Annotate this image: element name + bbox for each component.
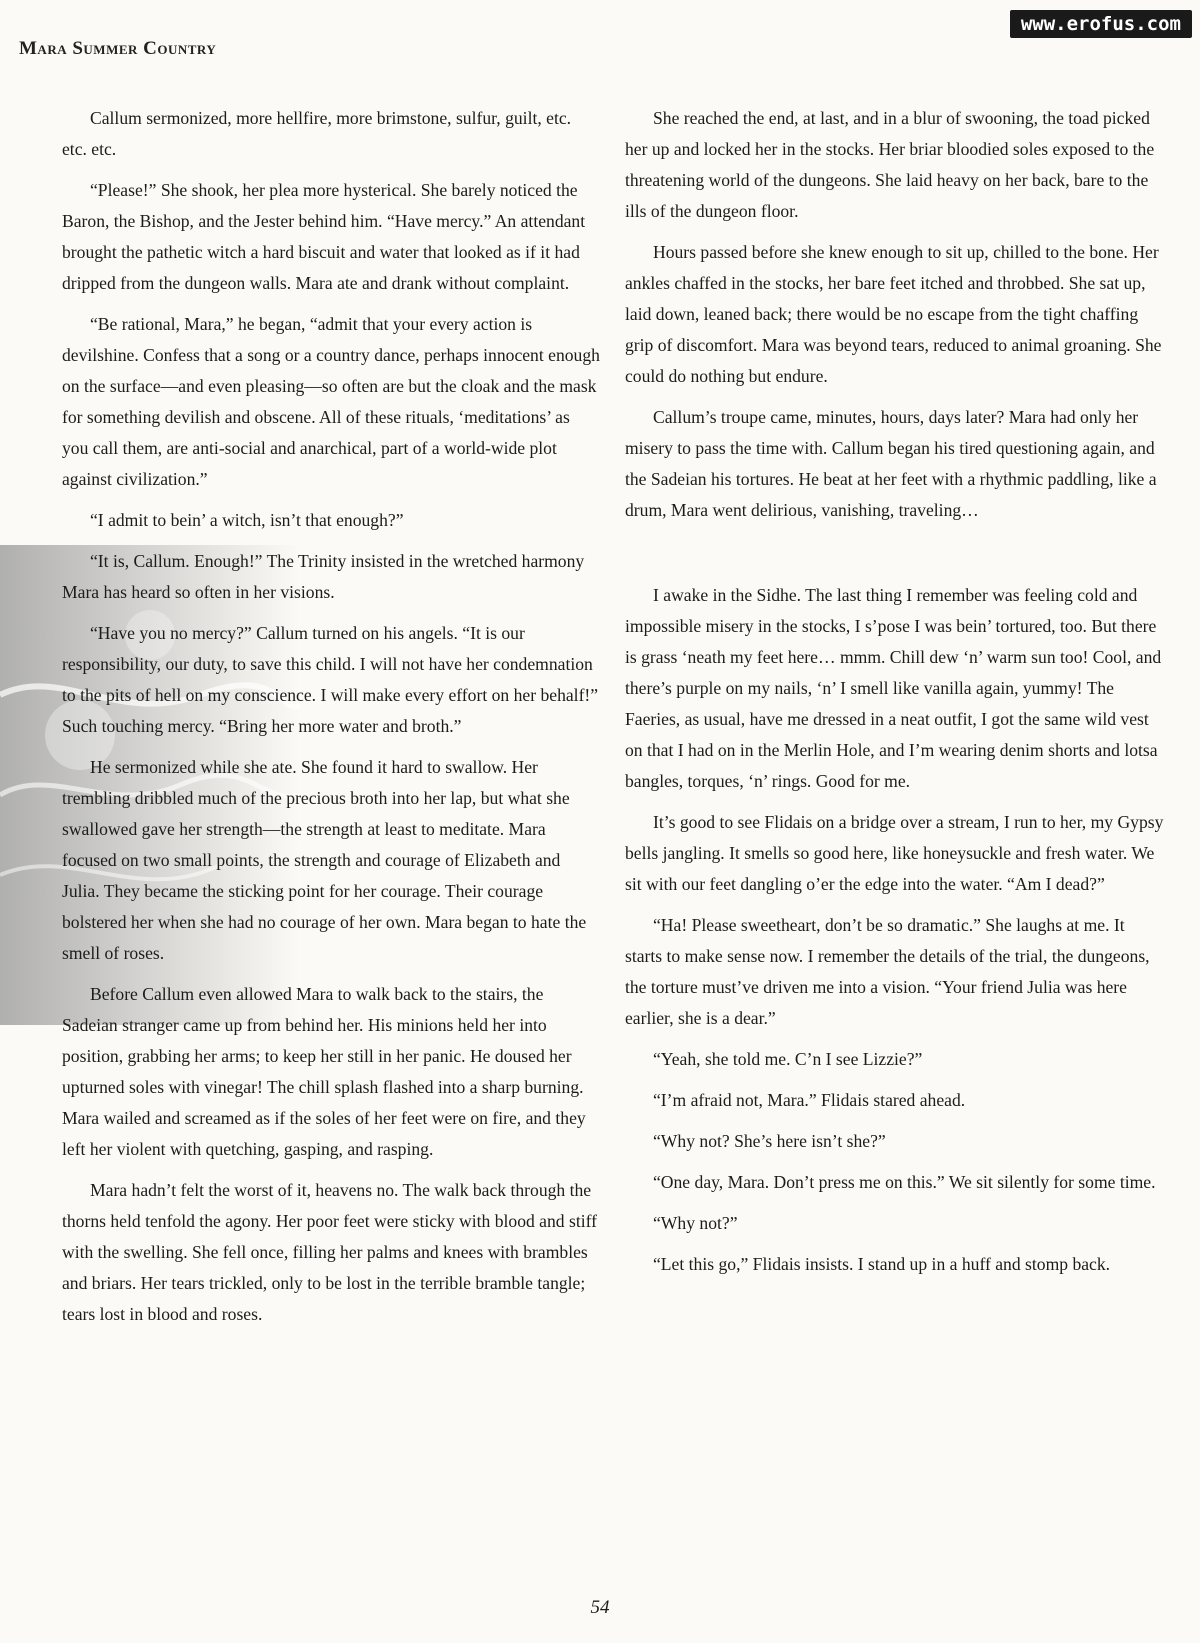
- paragraph: “It is, Callum. Enough!” The Trinity insisted in the wretched harmony Mara has heard so often in her visions.: [62, 551, 585, 602]
- watermark-badge: www.erofus.com: [1010, 10, 1192, 38]
- paragraph: “Let this go,” Flidais insists. I stand up in a huff and stomp back.: [653, 1254, 1111, 1274]
- paragraph: It’s good to see Flidais on a bridge over a stream, I run to her, my Gypsy bells jangling. It smells so good here, like honeysuckle and fresh water. We sit with our feet dangling o’er the edge into the water. “Am I dead?”: [625, 812, 1164, 894]
- paragraph: “One day, Mara. Don’t press me on this.” We sit silently for some time.: [653, 1172, 1156, 1192]
- paragraph: “Why not? She’s here isn’t she?”: [653, 1131, 886, 1151]
- paragraph: “Have you no mercy?” Callum turned on his angels. “It is our responsibility, our duty, to save this child. I will not have her condemnation to the pits of hell on my conscience. I will make every effort on her behalf!” Such touching mercy. “Bring her more water and broth.”: [62, 623, 599, 736]
- paragraph: Mara hadn’t felt the worst of it, heavens no. The walk back through the thorns held tenfold the agony. Her poor feet were sticky with blood and stiff with the swelling. She fell once, filling her palms and knees with brambles and briars. Her tears trickled, only to be lost in the terrible bramble tangle; tears lost in blood and roses.: [62, 1180, 598, 1324]
- left-column: [62, 103, 600, 1340]
- paragraph: Hours passed before she knew enough to sit up, chilled to the bone. Her ankles chaffed in the stocks, her bare feet itched and throbbed. She sat up, laid down, leaned back; there would be no escape from the tight chaffing grip of discomfort. Mara was beyond tears, reduced to animal groaning. She could do nothing but endure.: [625, 242, 1162, 386]
- page-number: 54: [590, 1597, 610, 1618]
- paragraph: “Be rational, Mara,” he began, “admit that your every action is devilshine. Confess that a song or a country dance, perhaps innocent enough on the surface—and even pleasing—so often are but the cloak and the mask for something devilish and obscene. All of these rituals, ‘meditations’ as you call them, are anti-social and anarchical, part of a world-wide plot against civilization.”: [62, 314, 600, 489]
- paragraph: “Yeah, she told me. C’n I see Lizzie?”: [653, 1049, 923, 1069]
- paragraph: I awake in the Sidhe. The last thing I remember was feeling cold and impossible misery in the stocks, I s’pose I was bein’ tortured, too. But there is grass ‘neath my feet here… mmm. Chill dew ‘n’ warm sun too! Cool, and there’s purple on my nails, ‘n’ I smell like vanilla again, yummy! The Faeries, as usual, have me dressed in a neat outfit, I got the same wild vest on that I had on in the Merlin Hole, and I’m wearing denim shorts and lotsa bangles, torques, ‘n’ rings. Good for me.: [625, 585, 1162, 791]
- paragraph: He sermonized while she ate. She found it hard to swallow. Her trembling dribbled much of the precious broth into her lap, but what she swallowed gave her strength—the strength at least to meditate. Mara focused on two small points, the strength and courage of Elizabeth and Julia. They became the sticking point for her courage. Their courage bolstered her when she had no courage of her own. Mara began to hate the smell of roses.: [62, 757, 587, 963]
- paragraph: Callum’s troupe came, minutes, hours, days later? Mara had only her misery to pass the time with. Callum began his tired questioning again, and the Sadeian his tortures. He beat at her feet with a rhythmic paddling, like a drum, Mara went delirious, vanishing, traveling…: [625, 407, 1157, 520]
- section-break: [625, 536, 1165, 580]
- running-header: Mara Summer Country: [19, 38, 217, 59]
- paragraph: Before Callum even allowed Mara to walk back to the stairs, the Sadeian stranger came up from behind her. His minions held her into position, grabbing her arms; to keep her still in her panic. He doused her upturned soles with vinegar! The chill splash flashed into a sharp burning. Mara wailed and screamed as if the soles of her feet were on fire, and they left her violent with quetching, gasping, and rasping.: [62, 984, 586, 1159]
- paragraph: “Why not?”: [653, 1213, 738, 1233]
- paragraph: Callum sermonized, more hellfire, more brimstone, sulfur, guilt, etc. etc. etc.: [62, 108, 572, 159]
- paragraph: “Please!” She shook, her plea more hysterical. She barely noticed the Baron, the Bishop, and the Jester behind him. “Have mercy.” An attendant brought the pathetic witch a hard biscuit and water that looked as if it had dripped from the dungeon walls. Mara ate and drank without complaint.: [62, 180, 586, 293]
- paragraph: She reached the end, at last, and in a blur of swooning, the toad picked her up and locked her in the stocks. Her briar bloodied soles exposed to the threatening world of the dungeons. She laid heavy on her back, bare to the ills of the dungeon floor.: [625, 108, 1155, 221]
- right-column: [625, 103, 1165, 1290]
- paragraph: “Ha! Please sweetheart, don’t be so dramatic.” She laughs at me. It starts to make sense now. I remember the details of the trial, the dungeons, the torture must’ve driven me into a vision. “Your friend Julia was here earlier, she is a dear.”: [625, 915, 1150, 1028]
- paragraph: “I admit to bein’ a witch, isn’t that enough?”: [90, 510, 404, 530]
- paragraph: “I’m afraid not, Mara.” Flidais stared ahead.: [653, 1090, 966, 1110]
